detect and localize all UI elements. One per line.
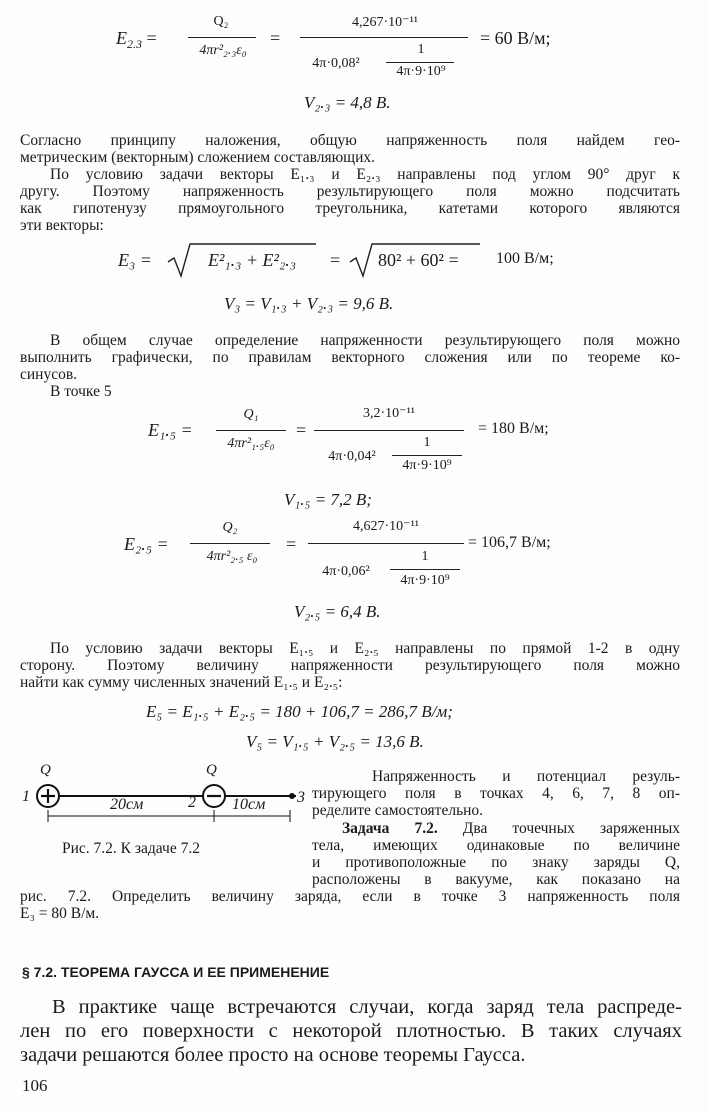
e5-line: E₅ = E₁.₅ + E₂.₅ = 180 + 106,7 = 286,7 В/м; [146,702,453,721]
v5-line: V₅ = V₁.₅ + V₂.₅ = 13,6 В. [246,732,424,751]
fraction-bar [300,37,468,38]
eq1-f2-den-den: 4π·9·10⁹ [396,64,446,79]
eq-lhs: $E_{2.3}$ [116,28,142,51]
page-number: 106 [22,1076,48,1095]
figure-caption: Рис. 7.2. К задаче 7.2 [62,840,200,857]
v3-line: V₃ = V₁.₃ + V₂.₃ = 9,6 В. [224,294,394,313]
para-vectors-angle: По условию задачи векторы E₁.₃ и E₂.₃ направлены под углом 90° друг к другу. Поэтому напряженность результирующего поля можно подсчитать как гипотенузу прямоугольного треугольника, катетами которого являются эти векторы: [20,166,680,234]
fraction-bar [308,543,464,544]
v15-line: V₁.₅ = 7,2 В; [284,490,372,509]
para-determine-self: Напряженность и потенциал резуль- тирующего поля в точках 4, 6, 7, 8 оп- ределите самостоятельно. [312,768,680,819]
fraction-bar [392,455,462,456]
eq15-result: = 180 В/м; [478,420,549,437]
v23-line: V₂.₃ = 4,8 В. [304,93,391,112]
point-5-label: В точке 5 [50,383,112,400]
eq3-radicand-2: 80² + 60² = [378,250,459,270]
fraction-bar [190,543,270,544]
para-same-direction: По условию задачи векторы E₁.₅ и E₂.₅ направлены по прямой 1-2 в одну сторону. Поэтому величину напряженности результирующего поля можно найти как сумму численных значений E₁.₅ и E₂.₅: [20,640,680,691]
task-7-2-continued: рис. 7.2. Определить величину заряда, если в точке 3 напряженность поля E₃ = 80 В/м. [20,888,680,922]
eq1-f1-num: Q₂ [213,14,229,29]
para-superposition: Согласно принципу наложения, общую напряженность поля найдем гео- метрическим (векторным) сложением составляющих. [20,132,680,166]
eq1-f2-den-left: 4π·0,08² [312,56,360,71]
fraction-bar [216,430,286,431]
para-graphical: В общем случае определение напряженности результирующего поля можно выполнить графически, по правилам векторного сложения или по теореме ко- синусов. [20,332,680,383]
task-label: Задача 7.2. [342,820,438,837]
eq25-result: = 106,7 В/м; [468,534,551,551]
fraction-bar [386,62,454,63]
eq1-f1-den: 4πr²₂.₃ε₀ [199,43,247,58]
eq3-radicand-1: E²₁.₃ + E²₂.₃ [208,250,296,270]
fraction-bar [314,430,464,431]
point-3-icon [289,793,295,799]
v25-line: V₂.₅ = 6,4 В. [294,602,381,621]
eq3-result: 100 В/м; [496,250,554,267]
body-text: В практике чаще встречаются случаи, когда заряд тела распреде- лен по его поверхности с некоторой плотностью. В таких случаях задачи решаются более просто на основе теоремы Гаусса. [20,996,682,1066]
task-7-2: Задача 7.2. Два точечных заряженных тела, имеющих одинаковые по величине и противоположные по знаку заряды Q, расположены в вакууме, как показано на [312,820,680,888]
section-heading: § 7.2. ТЕОРЕМА ГАУССА И ЕЕ ПРИМЕНЕНИЕ [22,964,330,980]
eq1-f2-den-num: 1 [417,42,425,57]
fraction-bar [188,37,256,38]
fraction-bar [390,569,460,570]
eq1-f2-num: 4,267·10⁻¹¹ [352,15,418,30]
eq1-result: = 60 В/м; [480,28,551,48]
